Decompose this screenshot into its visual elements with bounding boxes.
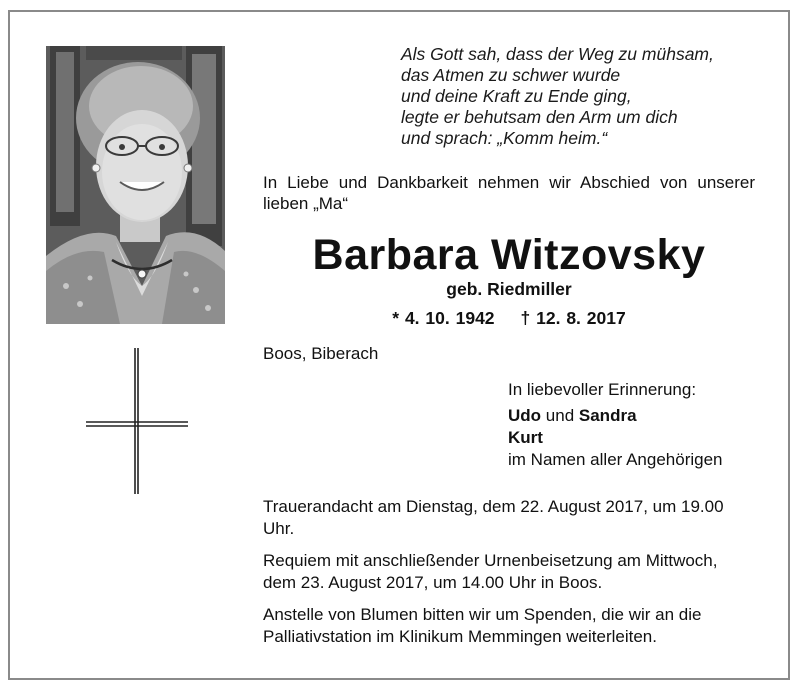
cross-icon (84, 348, 190, 494)
poem-line: legte er behutsam den Arm um dich (401, 107, 678, 127)
life-dates (263, 306, 755, 330)
intro-text: In Liebe und Dankbarkeit nehmen wir Abschied von unserer lieben „Ma“ (263, 173, 755, 213)
portrait-image (46, 46, 225, 324)
mourners-footer: im Namen aller Angehörigen (508, 450, 723, 469)
requiem-notice: Requiem mit anschließender Urnenbeisetzung am Mittwoch, dem 23. August 2017, um 14.00 Uhr in Boos. (263, 551, 718, 592)
mourners-heading: In liebevoller Erinnerung: (508, 380, 697, 399)
death-date: † 12. 8. 2017 (520, 308, 626, 328)
portrait-photo (46, 46, 225, 324)
poem-line: und sprach: „Komm heim.“ (401, 128, 608, 148)
poem-line: das Atmen zu schwer wurde (401, 65, 621, 85)
mourner-name: Sandra (578, 406, 637, 425)
birth-name: geb. Riedmiller (446, 279, 572, 299)
mourner-name: Udo (508, 406, 542, 425)
memorial-notice: Trauerandacht am Dienstag, dem 22. August 2017, um 19.00 Uhr. (263, 497, 724, 538)
poem-line: Als Gott sah, dass der Weg zu mühsam, (401, 44, 714, 64)
place: Boos, Biberach (263, 344, 379, 363)
poem-line: und deine Kraft zu Ende ging, (401, 86, 632, 106)
poem (401, 44, 781, 149)
mourner-name: Kurt (508, 428, 543, 447)
mourners-block (508, 379, 778, 471)
service-notices (263, 496, 755, 658)
mourner-connector: und (545, 406, 575, 425)
donation-notice: Anstelle von Blumen bitten wir um Spenden, die wir an die Palliativstation im Klinikum Memmingen weiterleiten. (263, 605, 702, 646)
mourners-line-2 (508, 427, 778, 449)
deceased-name: Barbara Witzovsky (312, 231, 706, 279)
mourners-line-1 (508, 405, 778, 427)
birth-date: * 4. 10. 1942 (392, 308, 495, 328)
